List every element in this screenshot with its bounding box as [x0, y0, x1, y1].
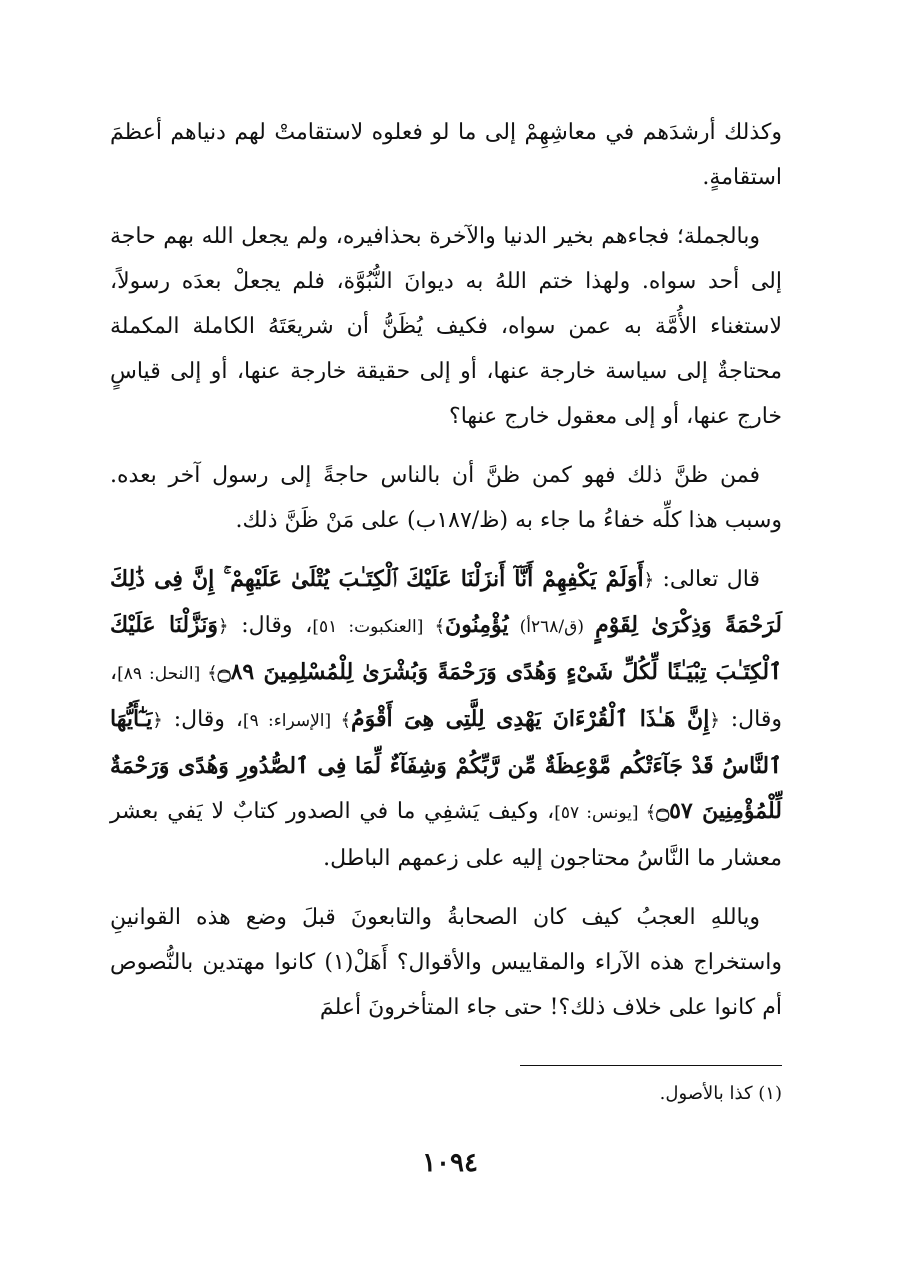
surah-reference: [النحل: ٨٩] — [117, 664, 208, 684]
paragraph-4-quran-citations — [110, 557, 782, 881]
quran-verse: يُؤْمِنُونَ — [445, 612, 509, 638]
footnote: (١) كذا بالأصول. — [659, 1083, 782, 1104]
closing-text: ، وكيف يَشفِي ما في الصدور كتابٌ لا يَفي بعشر معشار ما النَّاسُ محتاجون إليه على زعمهم الباطل. — [110, 799, 782, 871]
quran-verse: إِنَّ هَـٰذَا ٱلْقُرْءَانَ يَهْدِى لِلَّتِى هِىَ أَقْوَمُ — [350, 706, 710, 732]
surah-reference: [يونس: ٥٧] — [554, 803, 646, 823]
manuscript-reference: (ق/٢٦٨أ) — [508, 617, 596, 637]
quran-open-bracket: ﴿ — [152, 710, 163, 731]
quran-open-bracket: ﴿ — [709, 710, 720, 731]
paragraph-1: وكذلك أرشدَهم في معاشِهِمْ إلى ما لو فعلوه لاستقامتْ لهم دنياهم أعظمَ استقامةٍ. — [110, 120, 782, 190]
connector-text: ، وقال: — [228, 613, 313, 638]
surah-reference: [الإسراء: ٩] — [242, 711, 341, 731]
quran-verse: يَـٰٓأَيُّهَا ٱلنَّاسُ قَدْ جَآءَتْكُم مَّوْعِظَةٌ مِّن رَّبِّكُمْ وَشِفَآءٌ لِّمَا فِى ٱلصُّدُورِ وَهُدًى وَرَحْمَةٌ لِّلْمُؤْمِنِينَ ۝٥٧ — [110, 706, 782, 824]
quran-close-bracket: ﴾ — [434, 616, 446, 637]
paragraph-3: فمن ظنَّ ذلك فهو كمن ظنَّ أن بالناس حاجةً إلى رسول آخر بعده. وسبب هذا كلِّه خفاءُ ما جاء به (ظ/١٨٧ب) على مَنْ ظَنَّ ذلك. — [110, 463, 782, 533]
quran-close-bracket: ﴾ — [207, 663, 218, 684]
surah-reference: [العنكبوت: ٥١] — [312, 617, 435, 637]
intro-text: قال تعالى: — [654, 567, 760, 592]
quran-close-bracket: ﴾ — [645, 802, 657, 823]
paragraph-2: وبالجملة؛ فجاءهم بخير الدنيا والآخرة بحذافيره، ولم يجعل الله بهم حاجة إلى أحد سواه. ولهذا ختم اللهُ به ديوانَ النُّبُوَّة، فلم يجعلْ بعدَه رسولاً، لاستغناء الأُمَّة به عمن سواه، فكيف يُظَنُّ أن شريعَتَهُ الكاملة المكملة محتاجةٌ إلى سياسة خارجة عنها، أو إلى حقيقة خارجة عنها، أو إلى قياسٍ خارج عنها، أو إلى معقول خارج عنها؟ — [110, 224, 782, 429]
quran-verse: أَوَلَمْ يَكْفِهِمْ أَنَّآ أَنزَلْنَا عَلَيْكَ ٱلْكِتَـٰبَ يُتْلَىٰ عَلَيْهِمْ ۚ إِنَّ فِى ذَٰلِكَ لَرَحْمَةً وَذِكْرَىٰ لِقَوْمٍ — [110, 566, 783, 638]
page-number: ١٠٩٤ — [422, 1148, 478, 1178]
quran-open-bracket: ﴿ — [217, 616, 229, 637]
paragraph-5: وياللهِ العجبُ كيف كان الصحابةُ والتابعونَ قبلَ وضع هذه القوانينِ واستخراج هذه الآراء والمقاييس والأقوال؟ أَهَلْ(١) كانوا مهتدين بالنُّصوص أم كانوا على خلاف ذلك؟! حتى جاء المتأخرونَ أعلمَ — [110, 905, 783, 1020]
quran-verse: وَنَزَّلْنَا عَلَيْكَ ٱلْكِتَـٰبَ تِبْيَـٰنًا لِّكُلِّ شَىْءٍ وَهُدًى وَرَحْمَةً وَبُشْرَىٰ لِلْمُسْلِمِينَ ۝٨٩ — [110, 612, 782, 685]
main-text — [110, 110, 782, 1044]
quran-open-bracket: ﴿ — [643, 570, 655, 591]
footnote-separator — [520, 1065, 782, 1066]
quran-close-bracket: ﴾ — [340, 710, 351, 731]
connector-text: ، وقال: — [110, 660, 783, 732]
connector-text: ، وقال: — [162, 707, 243, 732]
